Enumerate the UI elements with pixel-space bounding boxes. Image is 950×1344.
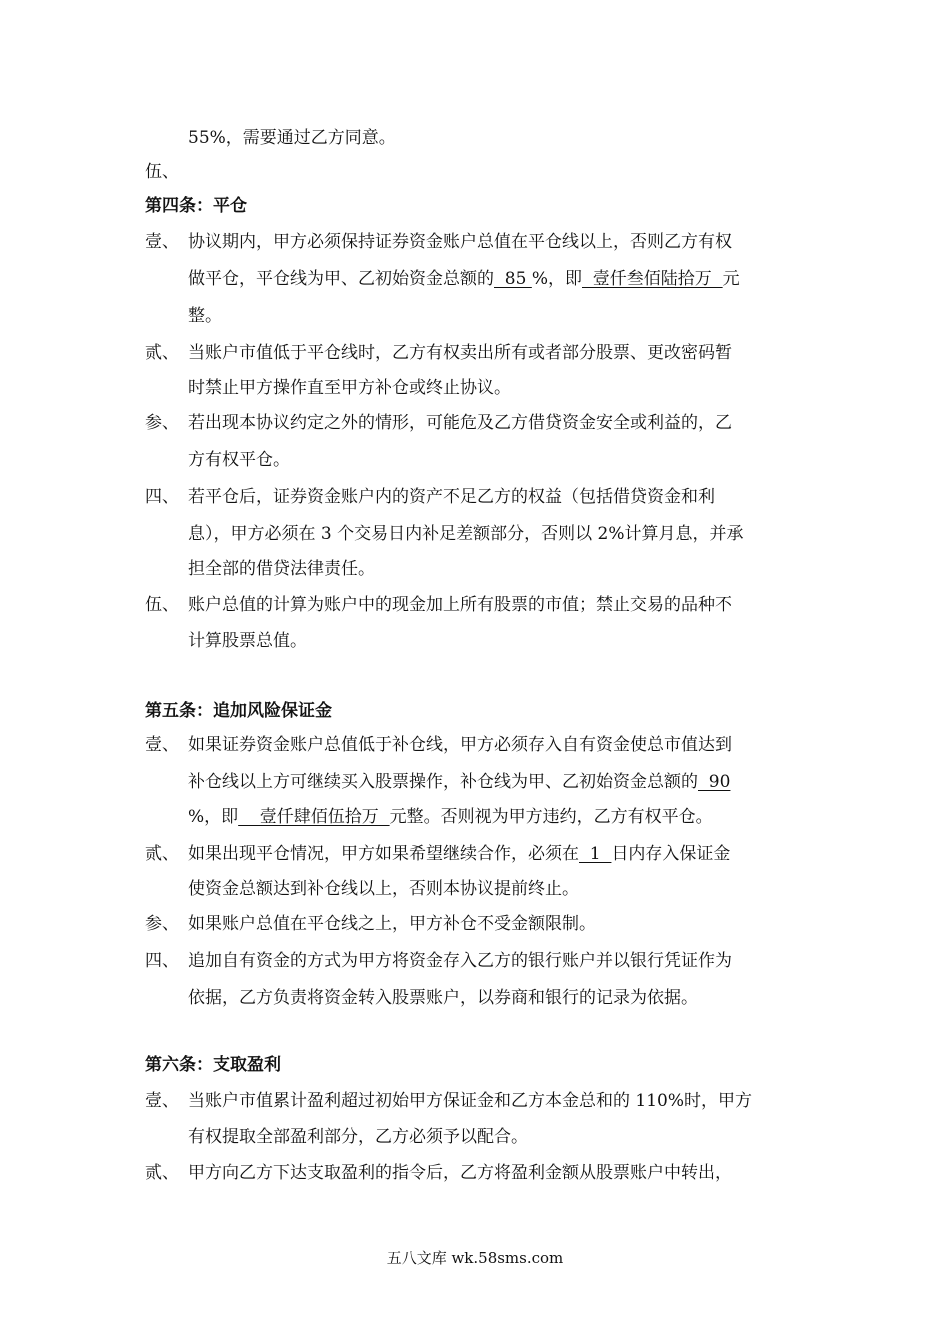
paragraph-text: 若出现本协议约定之外的情形，可能危及乙方借贷资金安全或利益的，乙 [188,413,732,433]
paragraph-text: 若平仓后，证券资金账户内的资产不足乙方的权益（包括借贷资金和利 [188,487,715,507]
paragraph-text: 如果证券资金账户总值低于补仓线，甲方必须存入自有资金使总市值达到 [188,735,732,755]
paragraph-text: 如果账户总值在平仓线之上，甲方补仓不受金额限制。 [188,914,596,934]
paragraph-text: 做平仓，平仓线为甲、乙初始资金总额的 85 %，即 壹仟叁佰陆拾万 元 [188,269,740,289]
heading-text: 第六条：支取盈利 [145,1055,281,1075]
paragraph-text: 甲方向乙方下达支取盈利的指令后，乙方将盈利金额从股票账户中转出， [188,1163,732,1183]
item-number: 贰、 [145,844,179,864]
paragraph-text: 追加自有资金的方式为甲方将资金存入乙方的银行账户并以银行凭证作为 [188,951,732,971]
item-number: 四、 [145,951,179,971]
paragraph-text: 使资金总额达到补仓线以上，否则本协议提前终止。 [188,879,579,899]
paragraph-text: 整。 [188,306,222,326]
item-number: 参、 [145,413,179,433]
filled-blank: 1 [579,844,612,864]
paragraph-text: %，即 壹仟肆佰伍拾万 元整。否则视为甲方违约，乙方有权平仓。 [188,807,713,827]
paragraph-text: 有权提取全部盈利部分，乙方必须予以配合。 [188,1127,528,1147]
paragraph-text: 账户总值的计算为账户中的现金加上所有股票的市值；禁止交易的品种不 [188,595,732,615]
heading-text: 第五条：追加风险保证金 [145,701,332,721]
item-number: 壹、 [145,1091,179,1111]
paragraph-text: 如果出现平仓情况，甲方如果希望继续合作，必须在 1 日内存入保证金 [188,844,731,864]
paragraph-text: 担全部的借贷法律责任。 [188,559,375,579]
item-number: 贰、 [145,1163,179,1183]
paragraph-text: 补仓线以上方可继续买入股票操作，补仓线为甲、乙初始资金总额的 90 [188,772,731,792]
item-number: 伍、 [145,162,179,182]
item-number: 壹、 [145,735,179,755]
paragraph-text: 当账户市值累计盈利超过初始甲方保证金和乙方本金总和的 110%时，甲方 [188,1091,753,1111]
filled-blank: 壹仟叁佰陆拾万 [582,269,723,289]
paragraph-text: 计算股票总值。 [188,631,307,651]
paragraph-text: 当账户市值低于平仓线时，乙方有权卖出所有或者部分股票、更改密码暂 [188,343,732,363]
paragraph-text: 息），甲方必须在 3 个交易日内补足差额部分，否则以 2%计算月息，并承 [188,524,744,544]
item-number: 伍、 [145,595,179,615]
paragraph-text: 55%，需要通过乙方同意。 [188,128,396,148]
paragraph-text: 依据，乙方负责将资金转入股票账户，以券商和银行的记录为依据。 [188,988,698,1008]
filled-blank: 85 [494,269,532,289]
item-number: 四、 [145,487,179,507]
heading-text: 第四条：平仓 [145,196,247,216]
item-number: 参、 [145,914,179,934]
filled-blank: 壹仟肆佰伍拾万 [238,807,390,827]
paragraph-text: 协议期内，甲方必须保持证券资金账户总值在平仓线以上，否则乙方有权 [188,232,732,252]
paragraph-text: 方有权平仓。 [188,450,290,470]
page-footer: 五八文库 wk.58sms.com [386,1249,564,1267]
item-number: 贰、 [145,343,179,363]
item-number: 壹、 [145,232,179,252]
paragraph-text: 时禁止甲方操作直至甲方补仓或终止协议。 [188,378,511,398]
filled-blank: 90 [698,772,731,792]
